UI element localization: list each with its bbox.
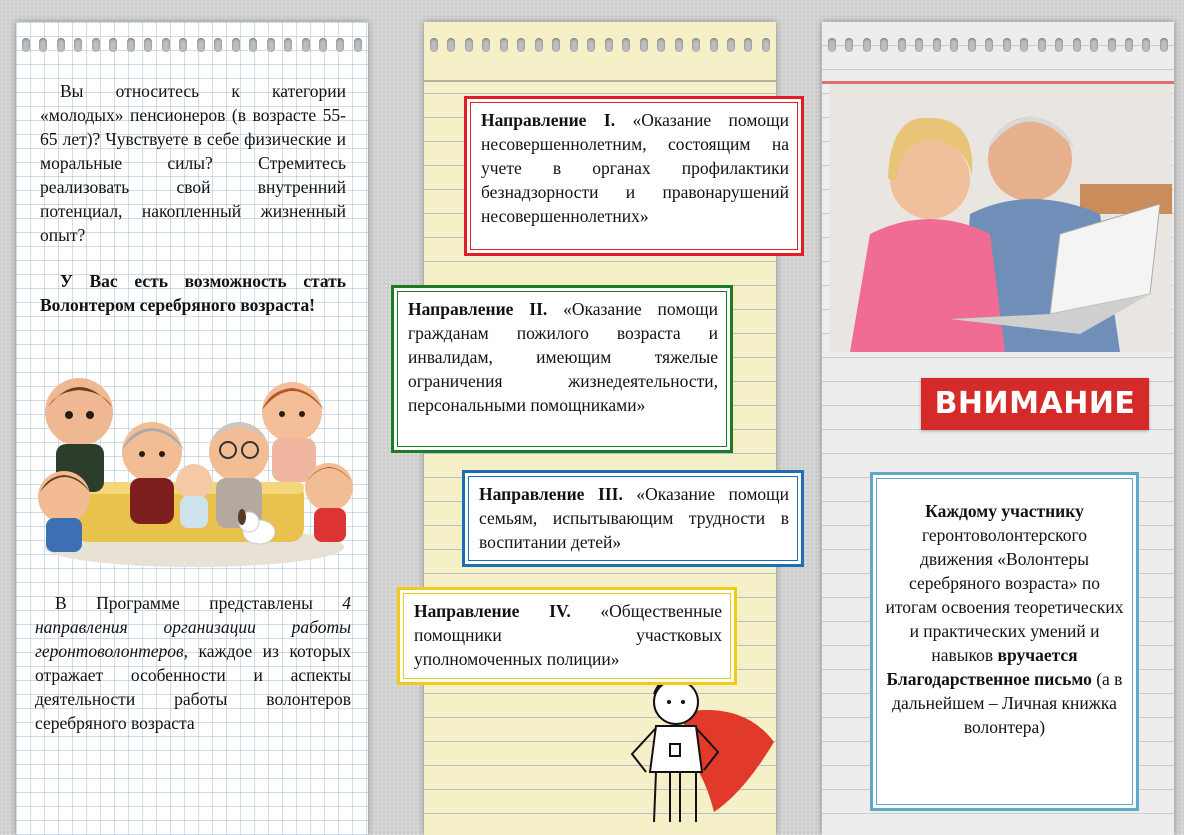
direction-text: «Общественные помощники участковых уполномоченных полиции» xyxy=(414,601,722,669)
binding-holes xyxy=(828,38,1168,52)
direction-text: «Оказание помощи гражданам пожилого возраста и инвалидам, имеющим тяжелые ограничения жизнедеятельности, персональными помощниками» xyxy=(408,299,718,415)
direction-box-2 xyxy=(391,285,733,453)
family-illustration xyxy=(34,372,352,572)
direction-box-4 xyxy=(397,587,737,685)
binding-holes xyxy=(430,38,770,52)
binding-holes xyxy=(22,38,362,52)
right-panel xyxy=(822,22,1174,835)
program-text: В Программе представлены 4 направления организации работы геронтоволонтеров, каждое из которых отражает особенности и аспекты деятельности работы волонтеров серебряного возраста xyxy=(35,593,351,733)
intro-text: Вы относитесь к категории «молодых» пенсионеров (в возрасте 55-65 лет)? Чувствуете в себе физические и моральные силы? Стремитесь реализовать свой внутренний потенциал, накопленный жизненный опыт? xyxy=(40,81,346,245)
direction-box-1 xyxy=(464,96,804,256)
direction-box-3 xyxy=(462,470,804,567)
info-bold-award: вручается Благодарственное письмо xyxy=(886,645,1092,689)
direction-title: Направление IV. xyxy=(414,601,571,621)
info-text: геронтоволонтерского движения «Волонтеры серебряного возраста» по итогам освоения теоретических и практических умений и навыков xyxy=(885,525,1124,665)
attention-banner: ВНИМАНИЕ xyxy=(921,378,1149,430)
middle-panel xyxy=(408,22,789,835)
direction-title: Направление III. xyxy=(479,484,623,504)
call-to-action: У Вас есть возможность стать Волонтером серебряного возраста! xyxy=(40,271,346,315)
direction-text: «Оказание помощи семьям, испытывающим трудности в воспитании детей» xyxy=(479,484,789,552)
direction-title: Направление I. xyxy=(481,110,616,130)
direction-title: Направление II. xyxy=(408,299,548,319)
seniors-photo xyxy=(830,84,1172,352)
program-directions-italic: 4 направления организации работы геронтоволонтеров xyxy=(35,593,351,661)
superhero-boy-illustration xyxy=(624,662,774,832)
left-panel xyxy=(16,22,368,835)
info-bold-lead: Каждому участнику xyxy=(925,501,1084,521)
info-text-end: (а в дальнейшем – Личная книжка волонтера) xyxy=(892,669,1123,737)
direction-text: «Оказание помощи несовершеннолетним, состоящим на учете в органах профилактики безнадзорности и правонарушений несовершеннолетних» xyxy=(481,110,789,226)
certificate-info-box xyxy=(870,472,1139,811)
